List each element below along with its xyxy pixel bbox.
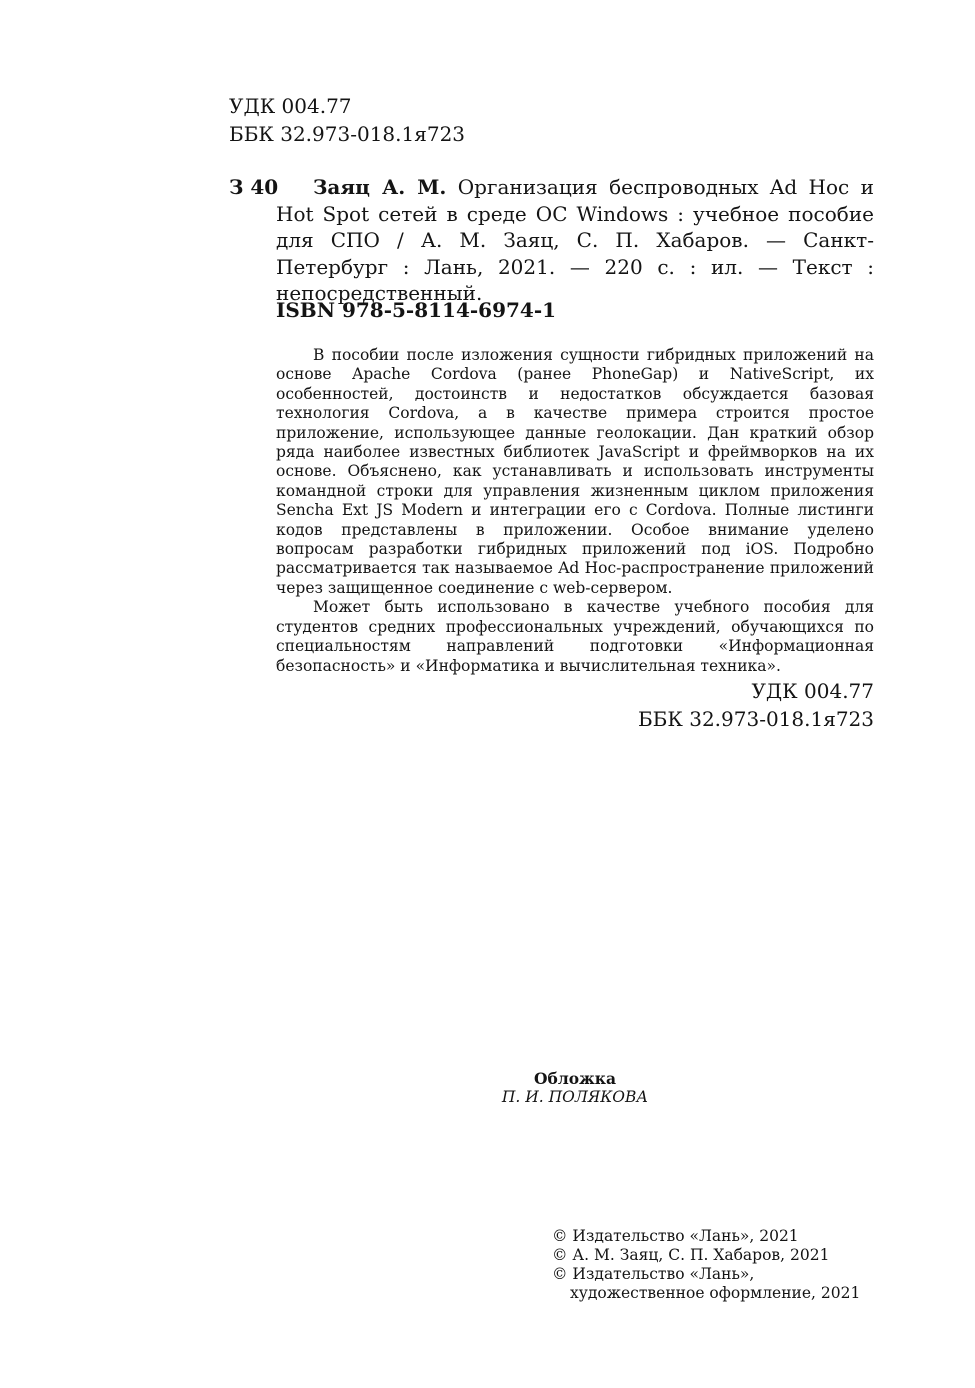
entry-title: Организация беспроводных Ad Hoc и Hot Spot сетей в среде ОС Windows : учебное пособие для СПО / А. М. Заяц, С. П. Хабаров. — Санкт-Петербург : Лань, 2021. — 220 с. : ил. — Текст : непосредственный.	[276, 175, 874, 305]
udk-code: УДК 004.77	[229, 94, 352, 118]
bbk-code: ББК 32.973-018.1я723	[229, 122, 466, 146]
copyright-line: © Издательство «Лань», 2021	[552, 1227, 799, 1245]
copyright-block	[552, 1227, 860, 1303]
bottom-classification-codes	[638, 677, 874, 733]
entry-text	[276, 174, 874, 307]
cover-credit	[490, 1069, 660, 1107]
abstract-paragraph: В пособии после изложения сущности гибридных приложений на основе Apache Cordova (ранее PhoneGap) и NativeScript, их особенностей, достоинств и недостатков обсуждается базовая технология Cordova, а в качестве примера строится простое приложение, использующее данные геолокации. Дан краткий обзор ряда наиболее известных библиотек JavaScript и фреймворков на их основе. Объяснено, как устанавливать и использовать инструменты командной строки для управления жизненным циклом приложения Sencha Ext JS Modern и интеграции его с Cordova. Полные листинги кодов представлены в приложении. Особое внимание уделено вопросам разработки гибридных приложений под iOS. Подробно рассматривается так называемое Ad Hoc-распространение приложений через защищенное соединение с web-сервером.	[276, 346, 874, 597]
abstract	[276, 346, 874, 676]
entry-author: Заяц А. М.	[313, 175, 447, 199]
bibliographic-entry	[229, 174, 874, 307]
author-mark: З 40	[229, 175, 279, 199]
isbn: ISBN 978-5-8114-6974-1	[276, 298, 557, 322]
bbk-code: ББК 32.973-018.1я723	[637, 707, 874, 731]
copyright-line: © А. М. Заяц, С. П. Хабаров, 2021	[552, 1246, 830, 1264]
udk-code: УДК 004.77	[751, 679, 874, 703]
abstract-paragraph: Может быть использовано в качестве учебного пособия для студентов средних профессиональных учреждений, обучающихся по специальностям направлений подготовки «Информационная безопасность» и «Информатика и вычислительная техника».	[276, 598, 874, 675]
cover-designer: П. И. ПОЛЯКОВА	[501, 1088, 649, 1106]
top-classification-codes	[229, 92, 465, 148]
copyright-line: © Издательство «Лань»,	[552, 1265, 755, 1283]
copyright-line: художественное оформление, 2021	[570, 1284, 861, 1302]
cover-label: Обложка	[534, 1069, 616, 1088]
